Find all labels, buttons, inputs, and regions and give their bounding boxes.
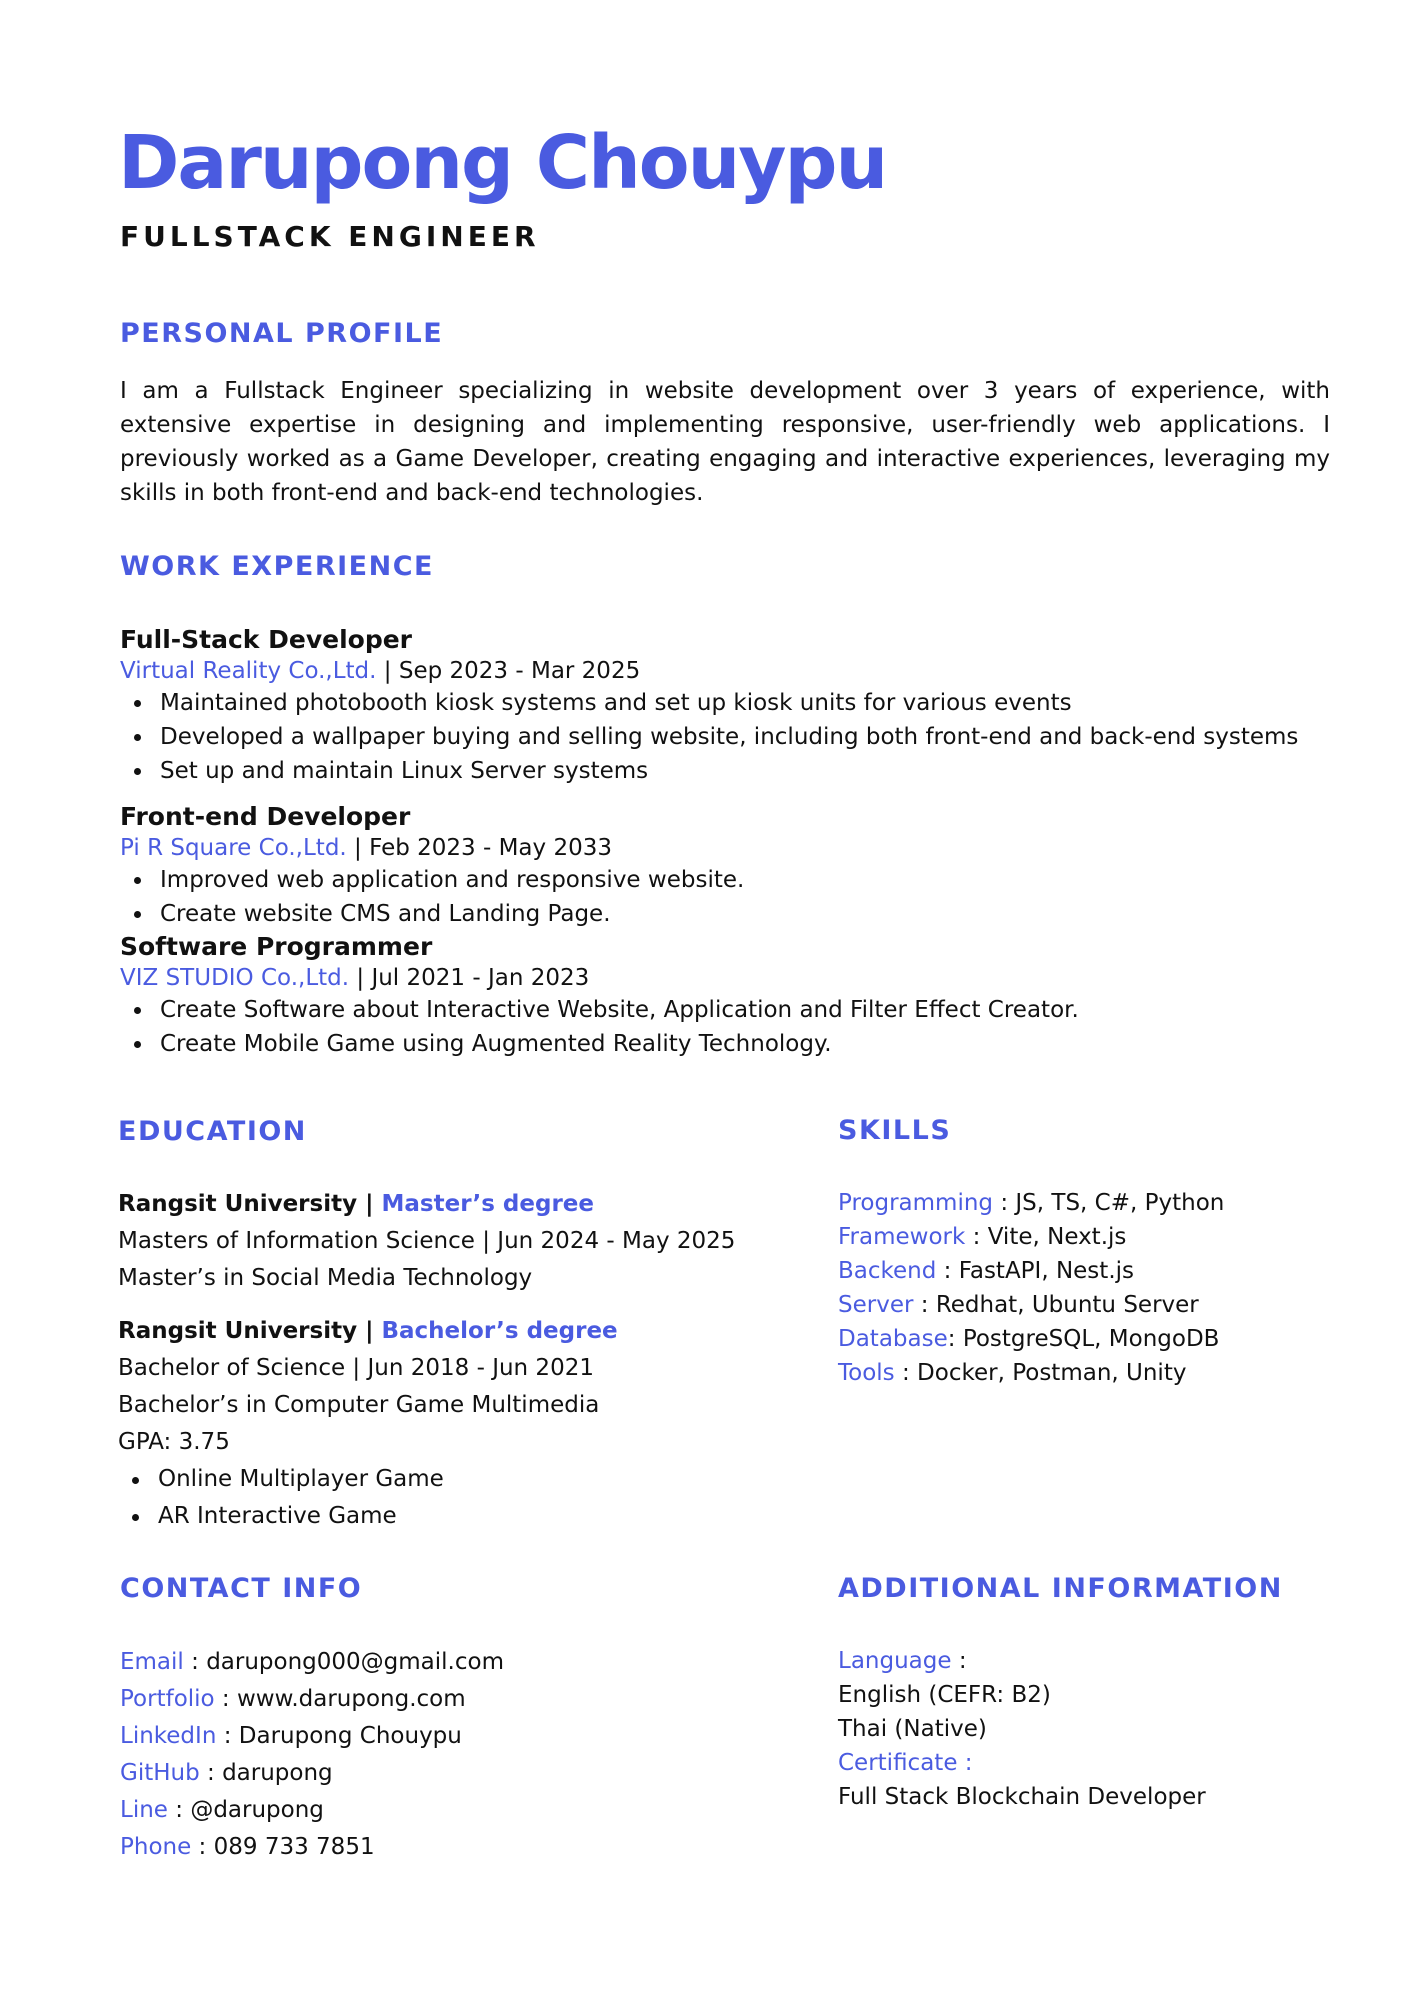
education-line: Bachelor’s in Computer Game Multimedia (118, 1392, 600, 1418)
list-item: Create website CMS and Landing Page. (160, 897, 1350, 931)
skill-value: FastAPI, Nest.js (958, 1258, 1134, 1284)
contact-separator: : (216, 1723, 239, 1749)
language-label-row (838, 1644, 1358, 1678)
skill-row (838, 1288, 1358, 1322)
education-entry (118, 1186, 778, 1297)
skill-row (838, 1322, 1358, 1356)
job-entry (120, 801, 1350, 931)
additional-list (838, 1644, 1358, 1814)
job-meta (120, 656, 1350, 686)
job-entry (120, 624, 1350, 788)
contact-label: Line (120, 1797, 168, 1823)
skill-label: Server (838, 1292, 914, 1318)
contact-value: www.darupong.com (237, 1686, 466, 1712)
list-item: Developed a wallpaper buying and selling website, including both front-end and back-end systems (160, 720, 1350, 754)
skill-separator: : (936, 1258, 959, 1284)
list-item: AR Interactive Game (158, 1498, 778, 1535)
job-title: Front-end Developer (120, 802, 411, 831)
list-item: Create Mobile Game using Augmented Reality Technology. (160, 1027, 1350, 1061)
skill-row (838, 1220, 1358, 1254)
contact-label: Email (120, 1649, 184, 1675)
skill-label: Tools (838, 1360, 895, 1386)
skill-row (838, 1186, 1358, 1220)
contact-separator: : (167, 1797, 191, 1823)
contact-separator: : (199, 1760, 223, 1786)
list-item: Set up and maintain Linux Server systems (160, 754, 1350, 788)
contact-value: darupong000@gmail.com (206, 1649, 504, 1675)
education-line: Master’s in Social Media Technology (118, 1265, 533, 1291)
skills-heading: SKILLS (838, 1115, 952, 1146)
skill-label: Database (838, 1326, 948, 1352)
certificate-item: Full Stack Blockchain Developer (838, 1784, 1206, 1810)
contact-separator: : (183, 1649, 207, 1675)
job-meta (120, 963, 1350, 993)
skill-separator: : (947, 1326, 963, 1352)
language-item: English (CEFR: B2) (838, 1682, 1051, 1708)
job-bullets (120, 993, 1350, 1061)
school-name: Rangsit University | (118, 1191, 382, 1217)
job-bullets (120, 863, 1350, 931)
contact-value: Darupong Chouypu (238, 1723, 462, 1749)
job-entry (120, 931, 1350, 1061)
contact-separator: : (214, 1686, 237, 1712)
skill-separator: : (913, 1292, 936, 1318)
contact-row (120, 1755, 780, 1792)
certificate-label: Certificate : (838, 1750, 973, 1776)
language-separator: : (951, 1648, 967, 1674)
skill-label: Programming (838, 1190, 994, 1216)
skill-label: Framework (838, 1224, 966, 1250)
education-line: Masters of Information Science | Jun 2024 - May 2025 (118, 1228, 736, 1254)
experience-heading: WORK EXPERIENCE (120, 551, 434, 582)
skill-row (838, 1254, 1358, 1288)
skill-separator: : (965, 1224, 988, 1250)
contact-label: LinkedIn (120, 1723, 217, 1749)
skill-value: Docker, Postman, Unity (917, 1360, 1187, 1386)
contact-row (120, 1718, 780, 1755)
skill-separator: : (993, 1190, 1016, 1216)
contact-heading: CONTACT INFO (120, 1573, 363, 1604)
skill-row (838, 1356, 1358, 1390)
contact-separator: : (191, 1834, 214, 1860)
school-name: Rangsit University | (118, 1318, 382, 1344)
contact-row (120, 1792, 780, 1829)
contact-row (120, 1681, 780, 1718)
education-bullets (118, 1461, 778, 1535)
education-entry (118, 1313, 778, 1535)
skill-value: Vite, Next.js (987, 1224, 1127, 1250)
profile-heading: PERSONAL PROFILE (120, 318, 444, 349)
job-period: | Sep 2023 - Mar 2025 (376, 658, 641, 684)
education-line: GPA: 3.75 (118, 1429, 230, 1455)
education-heading: EDUCATION (118, 1116, 307, 1147)
list-item: Improved web application and responsive website. (160, 863, 1350, 897)
contact-label: Phone (120, 1834, 192, 1860)
contact-list (120, 1644, 780, 1866)
contact-value: @darupong (190, 1797, 324, 1823)
job-company: Virtual Reality Co.,Ltd. (120, 658, 377, 684)
degree-label: Master’s degree (381, 1191, 595, 1217)
contact-value: 089 733 7851 (213, 1834, 375, 1860)
contact-label: GitHub (120, 1760, 200, 1786)
candidate-name: Darupong Chouypu (118, 120, 887, 206)
list-item: Maintained photobooth kiosk systems and set up kiosk units for various events (160, 686, 1350, 720)
list-item: Online Multiplayer Game (158, 1461, 778, 1498)
profile-text: I am a Fullstack Engineer specializing in website development over 3 years of experience, with extensive expertise in designing and implementing responsive, user-friendly web applications. I previously worked as a Game Developer, creating engaging and interactive experiences, leveraging my skills in both front-end and back-end technologies. (120, 378, 1330, 506)
language-label: Language (838, 1648, 952, 1674)
candidate-role: FULLSTACK ENGINEER (120, 220, 540, 253)
additional-heading: ADDITIONAL INFORMATION (838, 1573, 1283, 1604)
job-company: Pi R Square Co.,Ltd. (120, 835, 347, 861)
job-period: | Jul 2021 - Jan 2023 (349, 965, 590, 991)
job-company: VIZ STUDIO Co.,Ltd. (120, 965, 350, 991)
job-bullets (120, 686, 1350, 788)
skill-label: Backend (838, 1258, 937, 1284)
skill-separator: : (894, 1360, 918, 1386)
job-period: | Feb 2023 - May 2033 (346, 835, 612, 861)
job-title: Full-Stack Developer (120, 625, 413, 654)
education-line: Bachelor of Science | Jun 2018 - Jun 2021 (118, 1355, 594, 1381)
contact-row (120, 1829, 780, 1866)
skill-value: Redhat, Ubuntu Server (935, 1292, 1199, 1318)
skill-value: JS, TS, C#, Python (1015, 1190, 1225, 1216)
job-title: Software Programmer (120, 932, 433, 961)
education-school (118, 1313, 778, 1350)
list-item: Create Software about Interactive Website, Application and Filter Effect Creator. (160, 993, 1350, 1027)
language-item: Thai (Native) (838, 1716, 987, 1742)
education-school (118, 1186, 778, 1223)
degree-label: Bachelor’s degree (381, 1318, 618, 1344)
contact-value: darupong (222, 1760, 333, 1786)
skills-list (838, 1186, 1358, 1390)
contact-label: Portfolio (120, 1686, 215, 1712)
job-meta (120, 833, 1350, 863)
skill-value: PostgreSQL, MongoDB (962, 1326, 1220, 1352)
contact-row (120, 1644, 780, 1681)
